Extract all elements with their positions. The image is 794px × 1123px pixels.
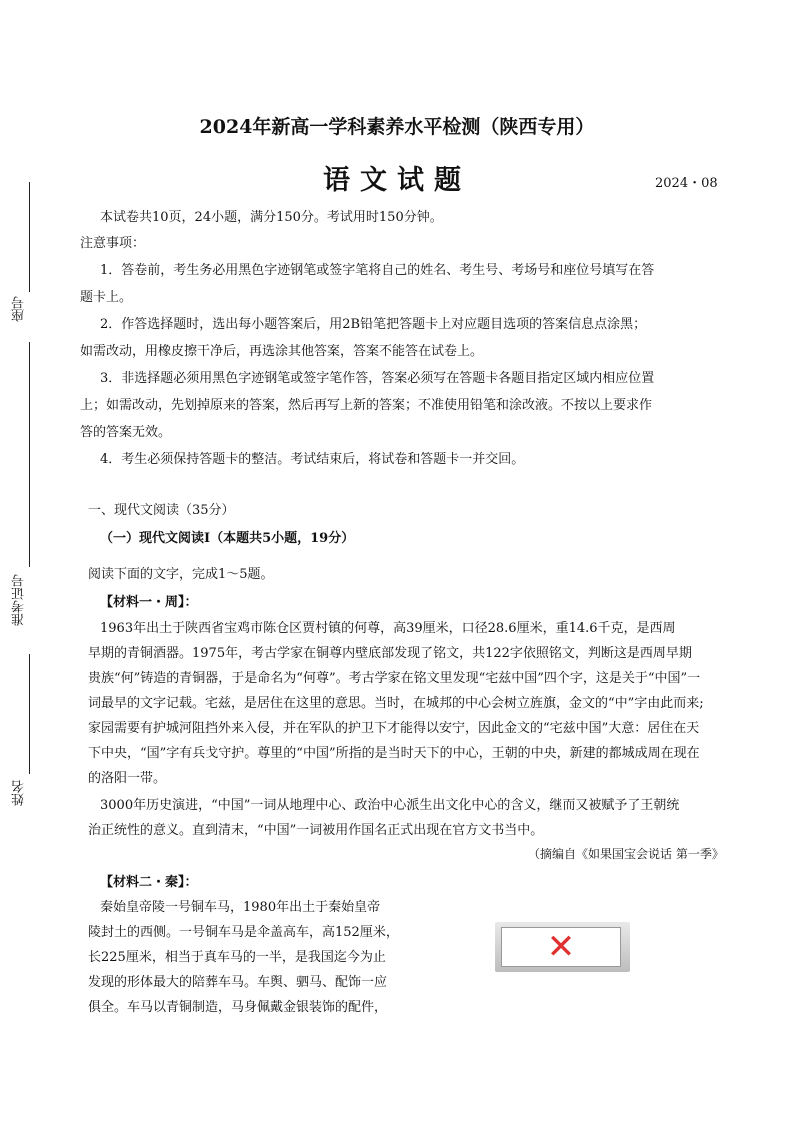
material-line: 治正统性的意义。直到清末，“中国”一词被用作国名正式出现在官方文书当中。 bbox=[88, 823, 544, 838]
material-line: 发现的形体最大的陪葬车马。车舆、驷马、配饰一应 bbox=[88, 975, 388, 990]
material-line: 3000年历史演进，“中国”一词从地理中心、政治中心派生出文化中心的含义，继而又被赋予了王朝统 bbox=[100, 798, 680, 813]
material-line: 长225厘米，相当于真车马的一半，是我国迄今为止 bbox=[88, 950, 386, 965]
section-heading: 一、现代文阅读（35分） bbox=[88, 503, 235, 518]
section-instruction: 阅读下面的文字，完成1～5题。 bbox=[88, 567, 274, 582]
margin-line bbox=[29, 182, 30, 292]
exam-info: 本试卷共10页，24小题，满分150分。考试用时150分钟。 bbox=[100, 210, 443, 225]
note-line: 答的答案无效。 bbox=[80, 425, 172, 440]
note-line: 1．答卷前，考生务必用黑色字迹钢笔或签字笔将自己的姓名、考生号、考场号和座位号填写在答 bbox=[100, 263, 655, 278]
note-line: 题卡上。 bbox=[80, 290, 133, 305]
material-line: 俱全。车马以青铜制造，马身佩戴金银装饰的配件， bbox=[88, 1000, 388, 1015]
material-one-label: 【材料一・周】： bbox=[100, 595, 198, 610]
section-subheading: （一）现代文阅读Ⅰ（本题共5小题，19分） bbox=[100, 531, 355, 546]
material-line: 的洛阳一带。 bbox=[88, 771, 167, 786]
note-line: 如需改动，用橡皮擦干净后，再选涂其他答案，答案不能答在试卷上。 bbox=[80, 344, 484, 359]
red-x-icon: ✕ bbox=[546, 927, 576, 967]
name-label: 姓名 bbox=[12, 780, 27, 806]
exam-date: 2024・08 bbox=[655, 176, 718, 191]
note-line: 3．非选择题必须用黑色字迹钢笔或签字笔作答，答案必须写在答题卡各题目指定区域内相应位置 bbox=[100, 371, 655, 386]
material-source: （摘编自《如果国宝会说话 第一季》 bbox=[528, 847, 724, 861]
material-line: 词最早的文字记载。宅兹，是居住在这里的意思。当时，在城邦的中心会树立旌旗，金文的“中”字由此而来; bbox=[88, 696, 704, 711]
material-line: 早期的青铜酒器。1975年，考古学家在铜尊内壁底部发现了铭文，共122字依照铭文，判断这是西周早期 bbox=[88, 646, 692, 661]
material-line: 下中央，“国”字有兵戈守护。尊里的“中国”所指的是当时天下的中心，王朝的中央，新建的都城成周在现在 bbox=[88, 746, 700, 761]
note-line: 上；如需改动，先划掉原来的答案，然后再写上新的答案；不准使用铅笔和涂改液。不按以上要求作 bbox=[80, 398, 653, 413]
material-line: 陵封土的西侧。一号铜车马是伞盖高车，高152厘米， bbox=[88, 925, 399, 940]
material-line: 家园需要有护城河阻挡外来入侵，并在军队的护卫下才能得以安宁，因此金文的“宅兹中国”大意：居住在天 bbox=[88, 721, 700, 736]
notes-title: 注意事项： bbox=[80, 236, 146, 251]
material-line: 秦始皇帝陵一号铜车马，1980年出土于秦始皇帝 bbox=[100, 900, 381, 915]
seat-label: 座号 bbox=[12, 296, 27, 322]
subject-title: 语文试题 bbox=[323, 165, 471, 196]
broken-image-icon bbox=[495, 922, 630, 972]
margin-line bbox=[29, 654, 30, 774]
image-frame bbox=[501, 927, 621, 967]
material-line: 1963年出土于陕西省宝鸡市陈仓区贾村镇的何尊，高39厘米，口径28.6厘米，重14.6千克，是西周 bbox=[100, 621, 676, 636]
ticket-label: 准考证号 bbox=[12, 574, 27, 626]
note-line: 4．考生必须保持答题卡的整洁。考试结束后，将试卷和答题卡一并交回。 bbox=[100, 452, 525, 467]
material-line: 贵族“何”铸造的青铜器，于是命名为“何尊”。考古学家在铭文里发现“宅兹中国”四个字，这是关于“中国”一 bbox=[88, 671, 701, 686]
note-line: 2．作答选择题时，选出每小题答案后，用2B铅笔把答题卡上对应题目选项的答案信息点涂黑； bbox=[100, 317, 647, 332]
page-title: 2024年新高一学科素养水平检测（陕西专用） bbox=[199, 116, 595, 138]
margin-line bbox=[29, 342, 30, 567]
material-two-label: 【材料二・秦】： bbox=[100, 875, 198, 890]
